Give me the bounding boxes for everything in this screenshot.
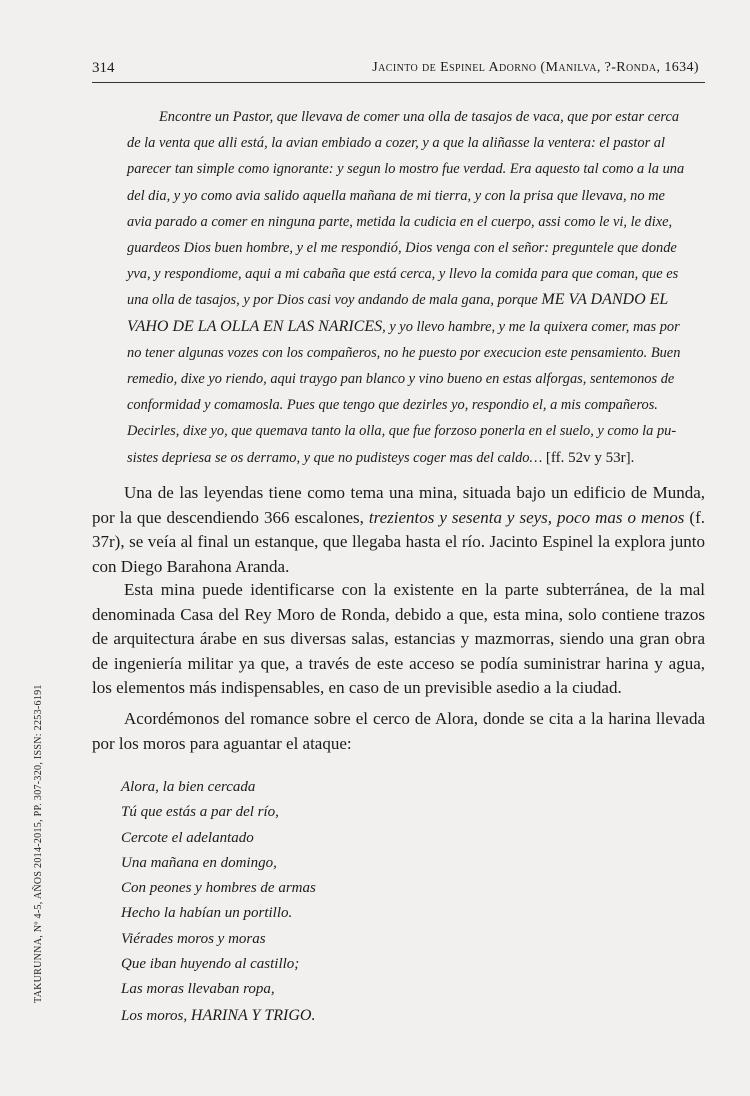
quote-line: yva, y respondiome, aqui a mi cabaña que está cerca, y llevo la comida para que coman, que es — [127, 266, 679, 283]
poem-line: Una mañana en domingo, — [121, 854, 277, 871]
quote-line — [127, 445, 705, 471]
quote-text: una olla de tasajos, y por Dios casi voy andando de mala gana, porque — [127, 292, 538, 309]
poem-text: Los moros, — [121, 1007, 191, 1024]
quote-line: del dia, y yo como avia salido aquella mañana de mi tierra, y con la prisa que llevava, no me — [127, 187, 665, 204]
page-number: 314 — [92, 60, 115, 76]
quote-line: remedio, dixe yo riendo, aqui traygo pan blanco y vino bueno en estas alforgas, sentemonos de — [127, 371, 675, 388]
journal-citation: TAKURUNNA, Nº 4-5, AÑOS 2014-2015, PP. 307-320, ISSN: 2253-6191 — [33, 684, 44, 1003]
paragraph-text: Una de las leyendas tiene como tema una mina, situada bajo un edificio de Munda, por la que descendiendo 366 escalones, — [92, 483, 705, 527]
paragraph-text: Esta mina puede identificarse con la existente en la parte subterránea, de la mal denominada Casa del Rey Moro de Ronda, debido a que, esta mina, solo contiene trazos de arquitectura árabe en sus diversas salas, estancias y mazmorras, siendo una gran obra de ingeniería militar ya que, a través de este acceso se podía suministrar harina y agua, los elementos más indispensables, en caso de un previsible asedio a la ciudad. — [92, 580, 705, 698]
poem-line: Tú que estás a par del río, — [121, 804, 279, 821]
block-quote — [127, 104, 705, 471]
page-header — [92, 58, 705, 83]
poem-line: Hecho la habían un portillo. — [121, 905, 293, 922]
poem-line — [121, 1003, 316, 1029]
quote-line: guardeos Dios buen hombre, y el me respondió, Dios venga con el señor: preguntele que donde — [127, 240, 677, 257]
quote-line — [127, 314, 705, 340]
journal-sidebar — [32, 684, 46, 1003]
paragraph — [92, 707, 705, 756]
quote-line — [127, 287, 705, 313]
quote-line: conformidad y comamosla. Pues que tengo que dezirles yo, respondio el, a mis compañeros. — [127, 397, 658, 414]
quote-line: Decirles, dixe yo, que quemava tanto la olla, que fue forzoso ponerla en el suelo, y como la pu- — [127, 423, 677, 440]
quote-line: no tener algunas vozes con los compañeros, no he puesto por execucion este pensamiento. Buen — [127, 344, 681, 361]
poem-line: Las moras llevaban ropa, — [121, 981, 275, 998]
poem-line: Con peones y hombres de armas — [121, 880, 316, 897]
poem-line: Viérades moros y moras — [121, 930, 266, 947]
paragraph — [92, 578, 705, 701]
poem-line: Que iban huyendo al castillo; — [121, 956, 300, 973]
poem-emphasis: HARINA Y TRIGO. — [190, 1006, 316, 1024]
poem — [121, 775, 316, 1029]
quote-line: parecer tan simple como ignorante: y segun lo mostro fue verdad. Era aquesto tal como a la una — [127, 161, 685, 178]
paragraph-text: Acordémonos del romance sobre el cerco de Alora, donde se cita a la harina llevada por los moros para aguantar el ataque: — [92, 709, 705, 753]
quote-citation: [ff. 52v y 53r]. — [545, 449, 635, 466]
paragraph-text: (f. 37r), se veía al final un estanque, que llegaba hasta el río. Jacinto Espinel la explora junto con Diego Barahona Aranda. — [92, 507, 705, 576]
quote-line: Encontre un Pastor, que llevava de comer una olla de tasajos de vaca, que por estar cerca — [159, 109, 680, 125]
poem-line: Cercote el adelantado — [121, 829, 254, 846]
running-head: Jacinto de Espinel Adorno (Manilva, ?-Ronda, 1634) — [372, 60, 699, 75]
quote-text: , y yo llevo hambre, y me la quixera comer, mas por — [382, 318, 680, 335]
quote-emphasis: VAHO DE LA OLLA EN LAS NARICES — [127, 317, 383, 335]
quote-line: avia parado a comer en ninguna parte, metida la cudicia en el cuerpo, assi como le vi, le dixe, — [127, 213, 673, 230]
quote-line: de la venta que alli está, la avian embiado a cozer, y a que la aliñasse la ventera: el pastor al — [127, 135, 665, 152]
quote-text: sistes depriesa se os derramo, y que no pudisteys coger mas del caldo… — [127, 449, 543, 466]
paragraph-emphasis: trezientos y sesenta y seys, poco mas o menos — [368, 507, 685, 527]
paragraph — [92, 481, 705, 579]
poem-line: Alora, la bien cercada — [121, 779, 256, 795]
quote-emphasis: ME VA DANDO EL — [541, 291, 669, 309]
